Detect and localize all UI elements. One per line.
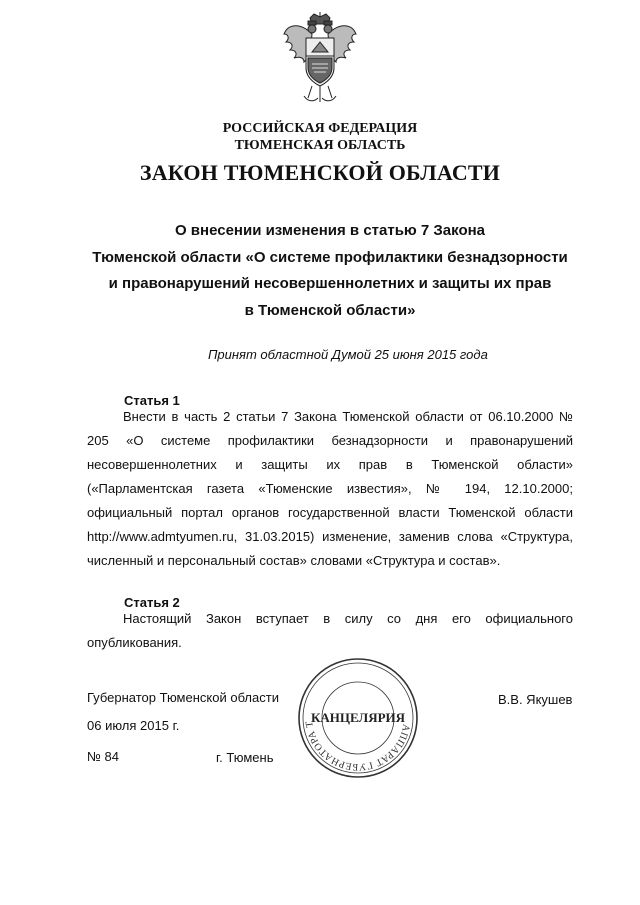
law-number: № 84 bbox=[87, 749, 120, 764]
official-stamp bbox=[296, 656, 420, 780]
signatory-name: В.В. Якушев bbox=[498, 692, 573, 707]
article-2-text: Настоящий Закон вступает в силу со дня его официального опубликования. bbox=[87, 611, 573, 650]
coat-of-arms-icon bbox=[282, 12, 358, 104]
subject-line: Тюменской области «О системе профилактики безнадзорности bbox=[92, 248, 568, 266]
signing-city: г. Тюмень bbox=[216, 750, 274, 765]
stamp-center-text: КАНЦЕЛЯРИЯ bbox=[310, 710, 406, 725]
law-title: ЗАКОН ТЮМЕНСКОЙ ОБЛАСТИ bbox=[139, 160, 501, 185]
subject-line: и правонарушений несовершеннолетних и защиты их прав bbox=[108, 275, 552, 292]
adoption-note: Принят областной Думой 25 июня 2015 года bbox=[208, 347, 488, 362]
article-1-text: Внести в часть 2 статьи 7 Закона Тюменской области от 06.10.2000 № 205 «О системе профилактики безнадзорности и правонарушений несовершеннолетних и защиты их прав в Тюменской области» («Парламентская газета «Тюменские известия», № 194, 12.10.2000; официальный портал органов государственной власти Тюменской области http://www.admtyumen.ru, 31.03.2015) изменение, заменив слова «Структура, численный и персональный состав» словами «Структура и состав». bbox=[87, 409, 573, 568]
signing-date: 06 июля 2015 г. bbox=[87, 718, 180, 733]
article-2-title: Статья 2 bbox=[124, 595, 180, 610]
stamp-ring-text: АППАРАТ ГУБЕРНАТОРА Т bbox=[304, 720, 412, 773]
header-country: РОССИЙСКАЯ ФЕДЕРАЦИЯ bbox=[222, 121, 418, 136]
article-1-title: Статья 1 bbox=[124, 393, 180, 408]
signatory-role: Губернатор Тюменской области bbox=[87, 690, 279, 705]
law-subject bbox=[80, 218, 580, 324]
subject-line: О внесении изменения в статью 7 Закона bbox=[174, 222, 486, 239]
header-region: ТЮМЕНСКАЯ ОБЛАСТЬ bbox=[234, 138, 406, 153]
subject-line: в Тюменской области» bbox=[244, 301, 416, 319]
